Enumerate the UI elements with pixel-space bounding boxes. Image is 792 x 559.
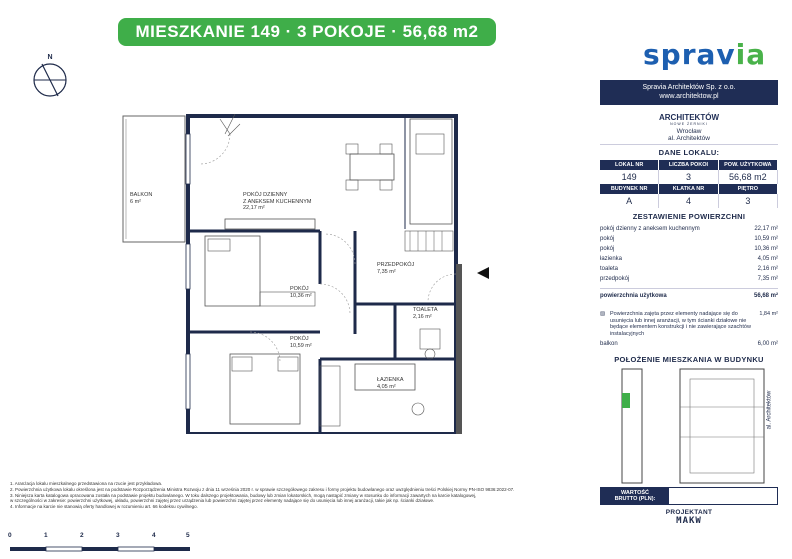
area-room-name: pokój dzienny z aneksem kuchennym <box>600 226 700 232</box>
street-label: al. Architektów <box>766 390 773 430</box>
compass <box>30 52 70 105</box>
unit-header-cell: KLATKA NR <box>659 184 718 194</box>
price-row <box>600 487 778 505</box>
developer-url: www.architektow.pl <box>659 93 719 100</box>
price-label: WARTOŚĆ BRUTTO (PLN): <box>601 488 669 504</box>
entrance-arrow-icon <box>477 266 489 284</box>
area-row <box>600 254 778 264</box>
unit-header-cell: LICZBA POKOI <box>659 160 718 170</box>
balcony-value: 6,00 m² <box>757 341 778 347</box>
apartment-title: MIESZKANIE 149 · 3 POKOJE · 56,68 m2 <box>118 18 496 46</box>
area-row <box>600 274 778 284</box>
unit-header-cell: BUDYNEK NR <box>600 184 659 194</box>
label-toilet: TOALETA 2,16 m² <box>413 307 438 320</box>
label-hallway: PRZEDPOKÓJ 7,35 m² <box>377 262 415 275</box>
scale-tick: 0 <box>8 532 12 539</box>
footnote-line: 1. Aranżacja lokalu mieszkalnego przedstawiona na rzucie jest przykładowa. <box>10 481 163 486</box>
unit-value-cell: 4 <box>659 194 718 208</box>
project-block <box>600 105 778 145</box>
project-logo: ARCHITEKTÓW <box>659 113 719 122</box>
spravia-logo <box>643 38 766 71</box>
footnote-line: 3. Niniejsza karta katalogowa opracowana została na podstawie projektu budowlanego. W toku dalszego projektowania, budowy lub zmian lokatorskich, mogą nastąpić zmiany w stosunku do informacji zawartych na karcie katalogowej, <box>10 492 477 498</box>
unit-value-cell: 3 <box>719 194 778 208</box>
project-city: Wrocław <box>676 128 702 135</box>
location-section-title: POŁOŻENIE MIESZKANIA W BUDYNKU <box>614 355 764 364</box>
unit-value-cell: 3 <box>659 170 718 184</box>
unit-value-cell: 149 <box>600 170 659 184</box>
area-room-name: przedpokój <box>600 276 630 282</box>
building-location-map <box>600 367 778 485</box>
areas-section-title: ZESTAWIENIE POWIERZCHNI <box>632 212 746 221</box>
scale-tick: 5 <box>186 532 190 539</box>
unit-header-cell: PIĘTRO <box>719 184 778 194</box>
logo-accent-text: ia <box>735 38 767 71</box>
developer-name: Spravia Architektów Sp. z o.o. <box>642 84 736 91</box>
footnotes <box>10 481 590 510</box>
project-street: al. Architektów <box>668 135 710 142</box>
scale-bar <box>8 532 198 558</box>
area-row <box>600 264 778 274</box>
footnote-line: 2. Powierzchnia użytkowa lokalu określona jest na podstawie Rozporządzenia Ministra Rozwoju z dnia 11 września 2020 r. w sprawie szczegółowego zakresu i formy projektu budowlanego oraz uwzględnieniu treści Polskiej Normy PN-ISO 9836:2022-07. <box>10 486 515 492</box>
area-room-name: toaleta <box>600 266 619 272</box>
scale-tick: 2 <box>80 532 84 539</box>
label-bathroom: ŁAZIENKA 4,05 m² <box>377 377 404 390</box>
area-room-name: pokój <box>600 236 615 242</box>
floor-plan-drawing <box>120 104 470 434</box>
designer-logo: MAKW <box>676 516 702 526</box>
area-room-name: pokój <box>600 246 615 252</box>
area-row <box>600 224 778 234</box>
unit-header-cell: POW. UŻYTKOWA <box>719 160 778 170</box>
area-room-value: 2,16 m² <box>757 266 778 272</box>
unit-table-1 <box>600 160 778 208</box>
building-plan-drawing <box>600 367 778 485</box>
footnote-line: w szczególności w zakresie: powierzchni użytkowej, układu, powierzchni zajętej przez urządzenia lub powierzchni zajętej przez elementy nadające się do usunięcia lub innej aranżacji, takie jak np. ścianki działowe. <box>10 498 435 504</box>
area-room-value: 7,35 m² <box>757 276 778 282</box>
logo-main-text: sprav <box>643 38 736 71</box>
area-room-value: 10,59 m² <box>754 236 778 242</box>
scale-bar-graphic <box>8 545 198 553</box>
price-value <box>669 488 777 504</box>
area-total-value: 56,68 m² <box>753 293 778 299</box>
scale-tick: 1 <box>44 532 48 539</box>
project-logo-sub: NOWE ŻERNIKI <box>670 122 708 126</box>
balcony-label: balkon <box>600 341 618 347</box>
unit-header-cell: LOKAL NR <box>600 160 659 170</box>
label-balcony: BALKON 6 m² <box>130 192 153 205</box>
footnote-line: 4. Informacje na karcie nie stanowią oferty handlowej w rozumieniu art. 66 kodeksu cywilnego. <box>10 504 198 510</box>
label-room-1: POKÓJ 10,36 m² <box>290 286 312 299</box>
hatch-icon: ▨ <box>600 311 606 317</box>
developer-header <box>600 80 778 105</box>
area-room-value: 22,17 m² <box>754 226 778 232</box>
area-room-name: łazienka <box>600 256 623 262</box>
area-row <box>600 234 778 244</box>
area-note-row <box>600 311 778 337</box>
scale-tick: 3 <box>116 532 120 539</box>
area-total-label: powierzchnia użytkowa <box>600 293 667 299</box>
scale-tick: 4 <box>152 532 156 539</box>
label-living-room: POKÓJ DZIENNY Z ANEKSEM KUCHENNYM 22,17 m² <box>243 192 312 211</box>
areas-list <box>600 224 778 284</box>
designer-label: PROJEKTANT <box>665 509 713 516</box>
compass-north-label: N <box>47 54 53 61</box>
balcony-row <box>600 339 778 349</box>
unit-value-cell: 56,68 m2 <box>719 170 778 184</box>
area-room-value: 10,36 m² <box>754 246 778 252</box>
unit-value-cell: A <box>600 194 659 208</box>
area-room-value: 4,05 m² <box>757 256 778 262</box>
floor-plan <box>120 104 470 439</box>
area-total-row <box>600 288 778 301</box>
area-row <box>600 244 778 254</box>
area-note-value: 1,84 m² <box>759 311 778 317</box>
area-note-text: Powierzchnia zajęta przez elementy nadające się do usunięcia lub innej aranżacji, w tym ścianki działowe nie będące elementem konstrukcji i nie zawierające szachtów instalacyjnych <box>610 311 751 337</box>
label-room-2: POKÓJ 10,59 m² <box>290 336 312 349</box>
info-panel <box>600 80 778 526</box>
unit-section-title: DANE LOKALU: <box>658 148 720 157</box>
